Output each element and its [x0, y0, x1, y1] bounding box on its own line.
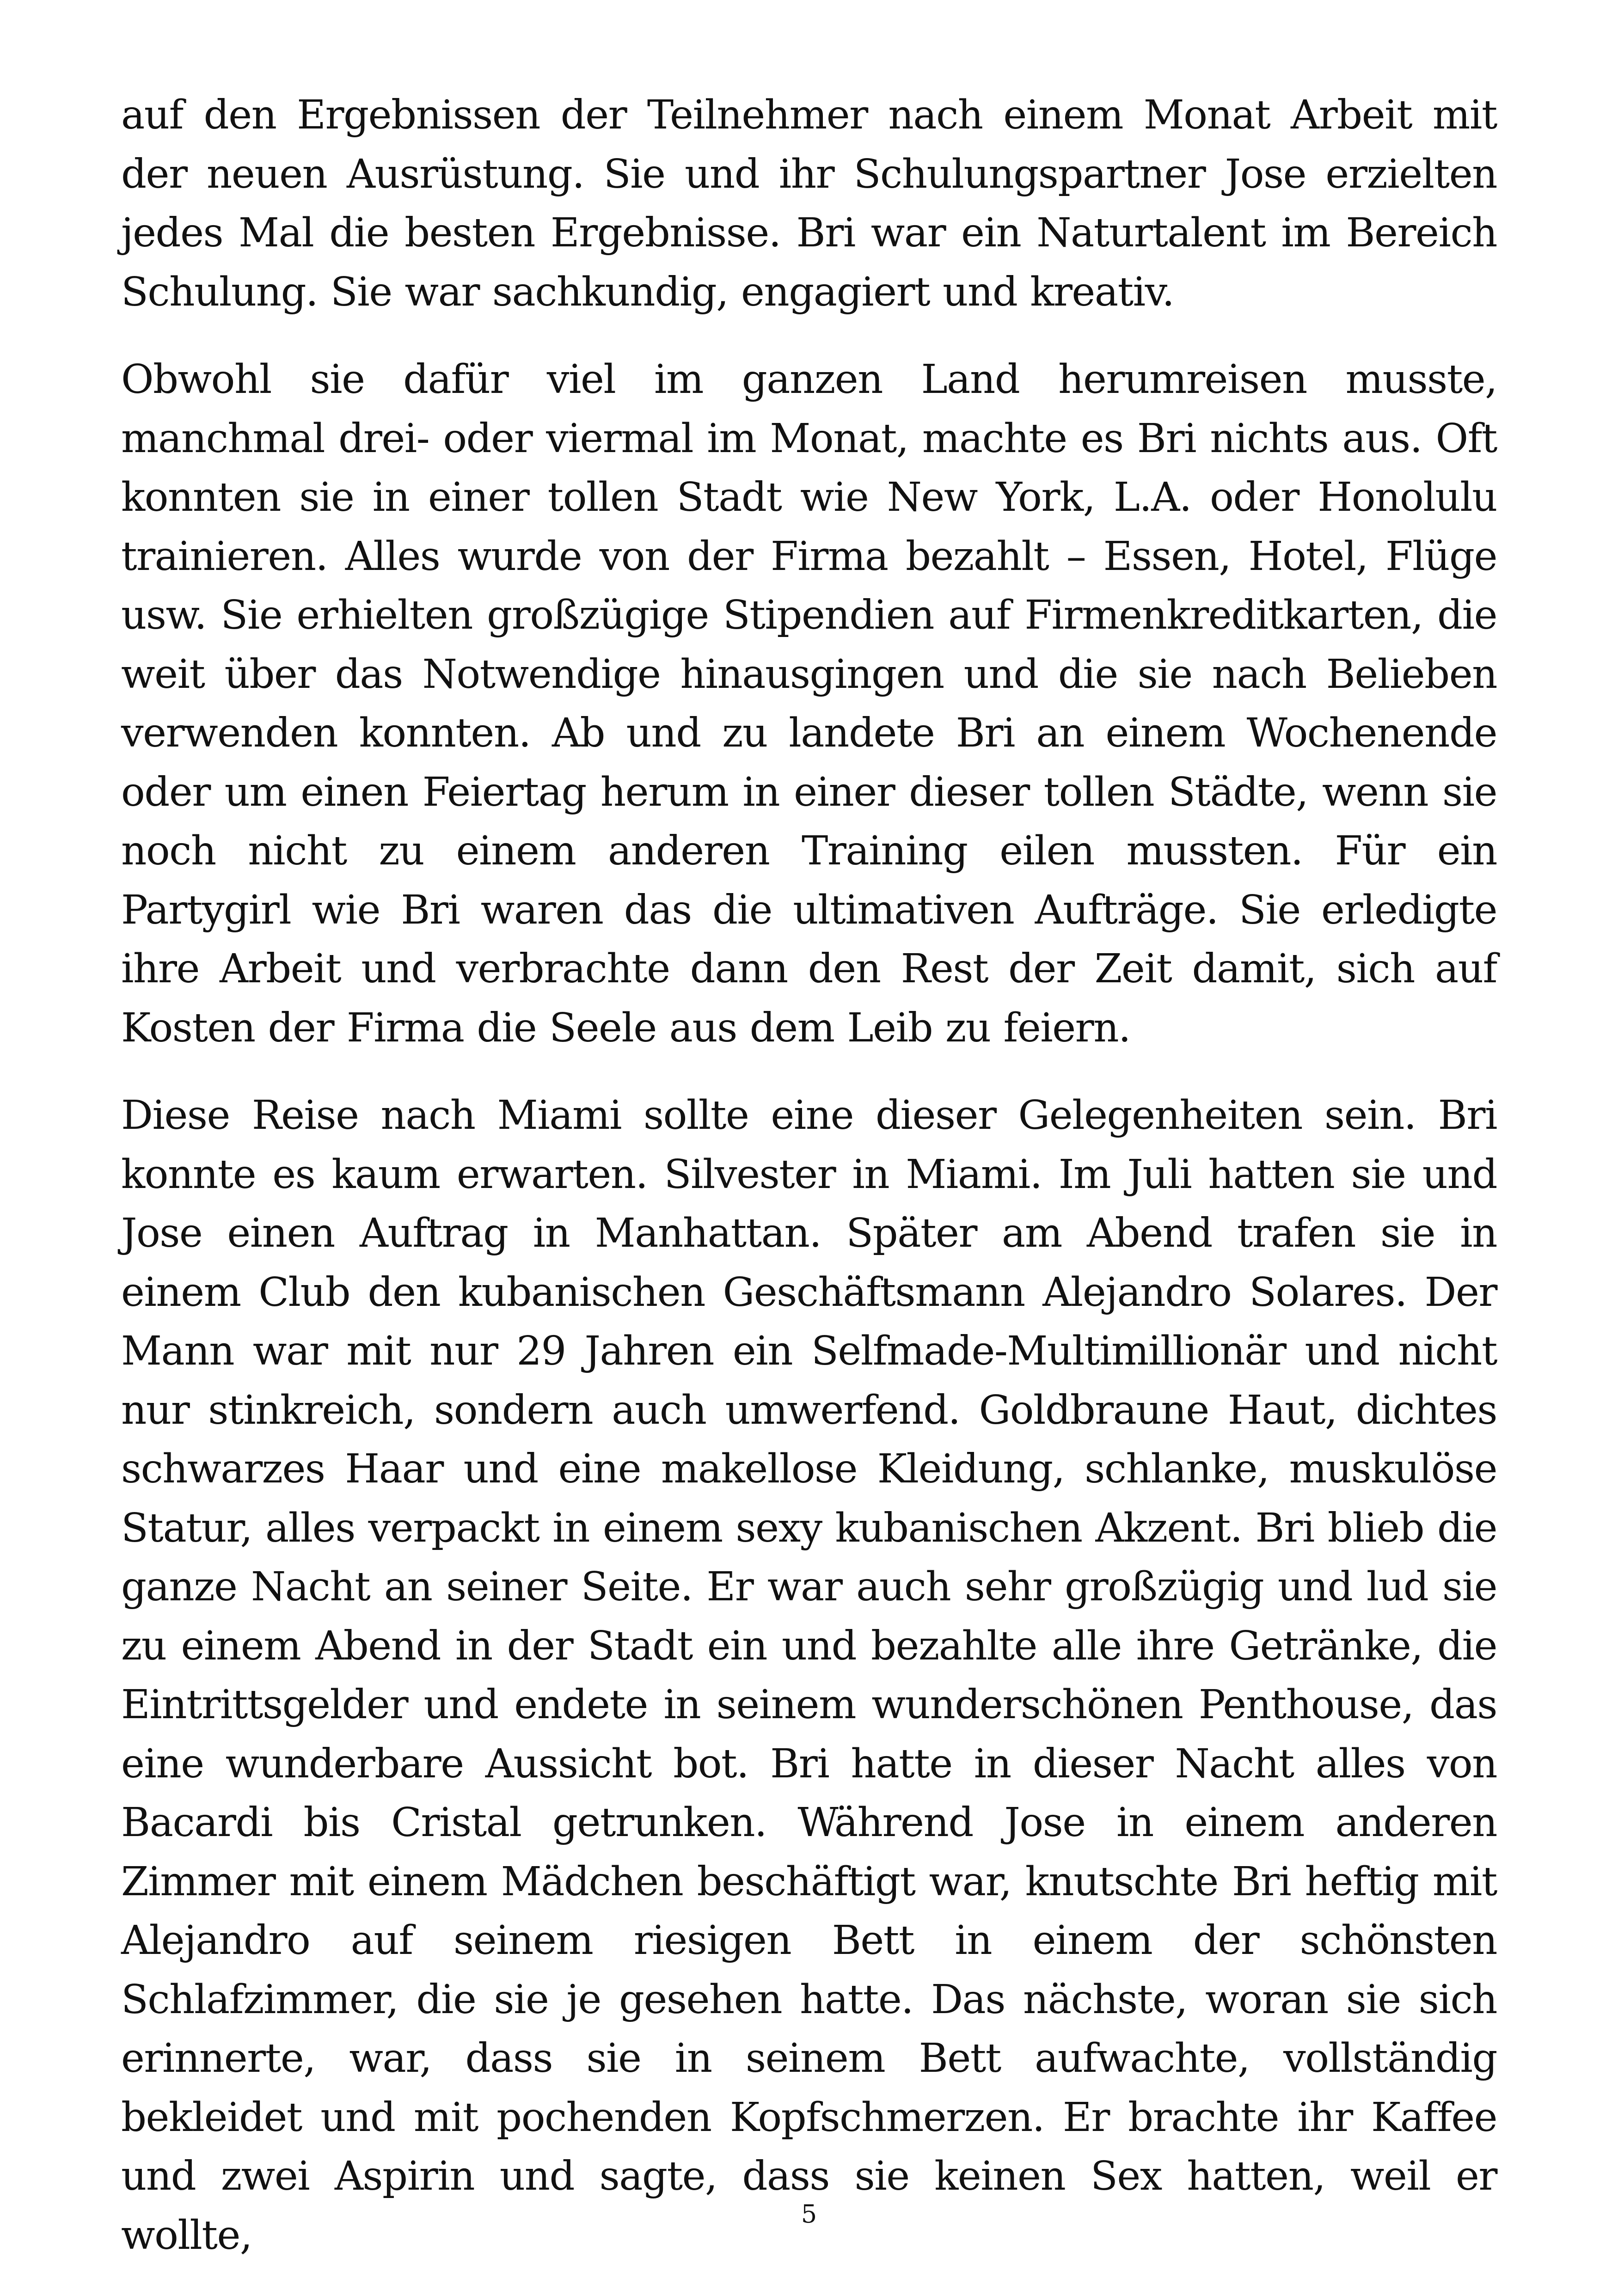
page-number: 5 — [801, 2199, 817, 2229]
page-body — [121, 86, 1497, 2294]
paragraph: Obwohl sie dafür viel im ganzen Land herumreisen musste, manchmal drei- oder viermal im Monat, machte es Bri nichts aus. Oft konnten sie in einer tollen Stadt wie New York, L.A. oder Honolulu trainieren. Alles wurde von der Firma bezahlt – Essen, Hotel, Flüge usw. Sie erhielten großzügige Stipendien auf Firmenkreditkarten, die weit über das Notwendige hinausgingen und die sie nach Belieben verwenden konnten. Ab und zu landete Bri an einem Wochenende oder um einen Feiertag herum in einer dieser tollen Städte, wenn sie noch nicht zu einem anderen Training eilen mussten. Für ein Partygirl wie Bri waren das die ultimativen Aufträge. Sie erledigte ihre Arbeit und verbrachte dann den Rest der Zeit damit, sich auf Kosten der Firma die Seele aus dem Leib zu feiern. — [121, 356, 1497, 1051]
paragraph: auf den Ergebnissen der Teilnehmer nach einem Monat Arbeit mit der neuen Ausrüstung. Sie und ihr Schulungspartner Jose erzielten jedes Mal die besten Ergebnisse. Bri war ein Naturtalent im Bereich Schulung. Sie war sachkundig, engagiert und kreativ. — [121, 92, 1497, 315]
paragraph: Diese Reise nach Miami sollte eine dieser Gelegenheiten sein. Bri konnte es kaum erwarten. Silvester in Miami. Im Juli hatten sie und Jose einen Auftrag in Manhattan. Später am Abend trafen sie in einem Club den kubanischen Geschäftsmann Alejandro Solares. Der Mann war mit nur 29 Jahren ein Selfmade-Multimillionär und nicht nur stinkreich, sondern auch umwerfend. Goldbraune Haut, dichtes schwarzes Haar und eine makellose Kleidung, schlanke, muskulöse Statur, alles verpackt in einem sexy kubanischen Akzent. Bri blieb die ganze Nacht an seiner Seite. Er war auch sehr großzügig und lud sie zu einem Abend in der Stadt ein und bezahlte alle ihre Getränke, die Eintrittsgelder und endete in seinem wunderschönen Penthouse, das eine wunderbare Aussicht bot. Bri hatte in dieser Nacht alles von Bacardi bis Cristal getrunken. Während Jose in einem anderen Zimmer mit einem Mädchen beschäftigt war, knutschte Bri heftig mit Alejandro auf seinem riesigen Bett in einem der schönsten Schlafzimmer, die sie je gesehen hatte. Das nächste, woran sie sich erinnerte, war, dass sie in seinem Bett aufwachte, vollständig bekleidet und mit pochenden Kopfschmerzen. Er brachte ihr Kaffee und zwei Aspirin und sagte, dass sie keinen Sex hatten, weil er wollte, — [121, 1092, 1497, 2259]
